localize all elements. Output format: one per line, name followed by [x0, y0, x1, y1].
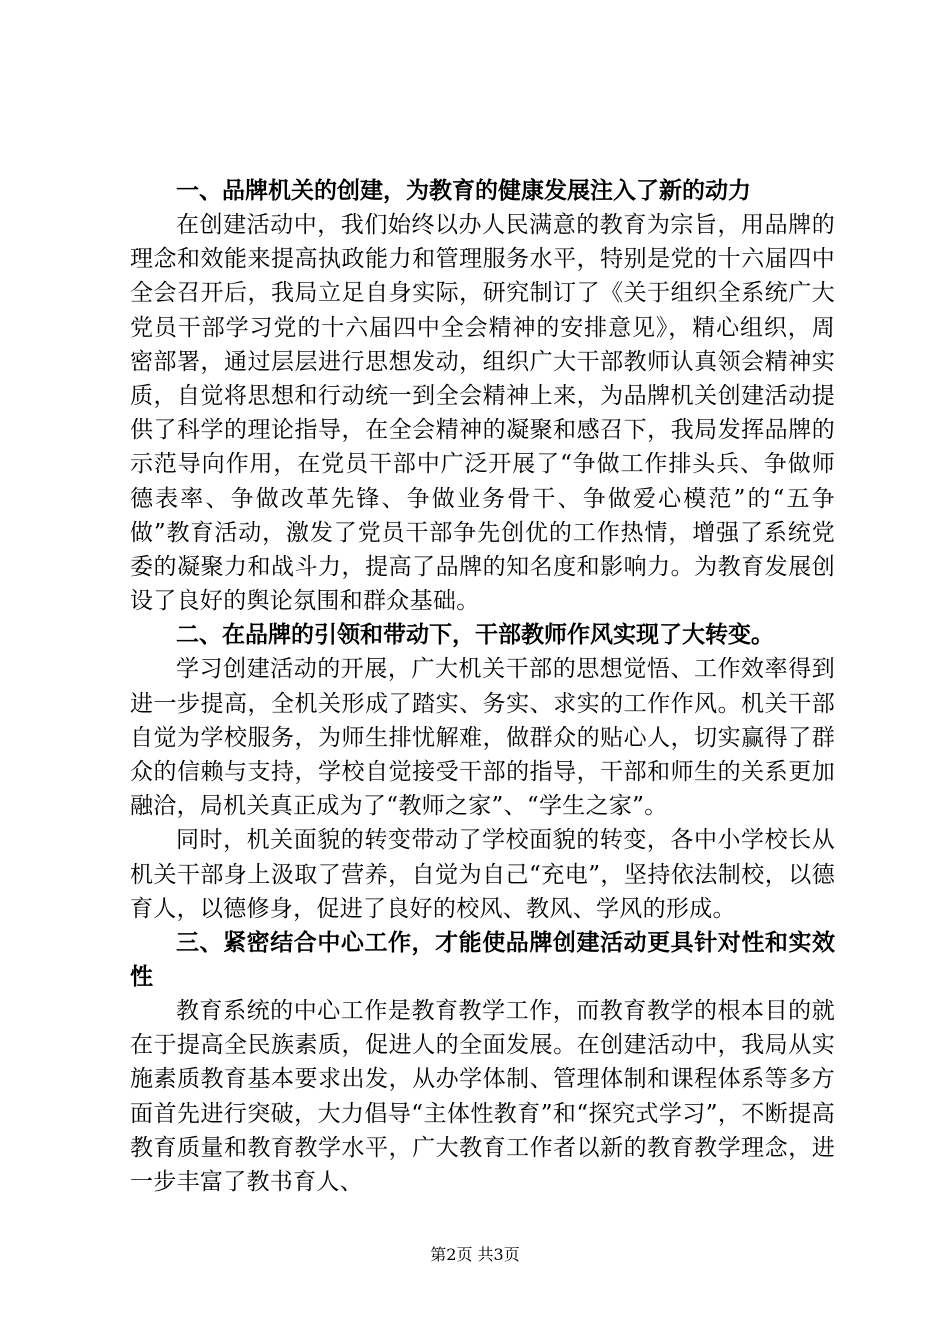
- section-heading: 一、品牌机关的创建，为教育的健康发展注入了新的动力: [176, 178, 751, 204]
- paragraph: 在创建活动中，我们始终以办人民满意的教育为宗旨，用品牌的理念和效能来提高执政能力和管理服务水平，特别是党的十六届四中全会召开后，我局立足自身实际，研究制订了《关于组织全系统广大党员干部学习党的十六届四中全会精神的安排意见》，精心组织，周密部署，通过层层进行思想发动，组织广大干部教师认真领会精神实质，自觉将思想和行动统一到全会精神上来，为品牌机关创建活动提供了科学的理论指导，在全会精神的凝聚和感召下，我局发挥品牌的示范导向作用，在党员干部中广泛开展了“争做工作排头兵、争做师德表率、争做改革先锋、争做业务骨干、争做爱心模范”的“五争做”教育活动，激发了党员干部争先创优的工作热情，增强了系统党委的凝聚力和战斗力，提高了品牌的知名度和影响力。为教育发展创设了良好的舆论氛围和群众基础。: [130, 212, 835, 615]
- paragraph: 同时，机关面貌的转变带动了学校面貌的转变，各中小学校长从机关干部身上汲取了营养，自觉为自己“充电”，坚持依法制校，以德育人，以德修身，促进了良好的校风、教风、学风的形成。: [130, 827, 835, 922]
- paragraph: 学习创建活动的开展，广大机关干部的思想觉悟、工作效率得到进一步提高，全机关形成了踏实、务实、求实的工作作风。机关干部自觉为学校服务，为师生排忧解难，做群众的贴心人，切实赢得了群众的信赖与支持，学校自觉接受干部的指导，干部和师生的关系更加融洽，局机关真正成为了“教师之家”、“学生之家”。: [130, 656, 835, 820]
- document-body: [130, 174, 835, 1199]
- section-2: [130, 618, 835, 926]
- paragraph: 教育系统的中心工作是教育教学工作，而教育教学的根本目的就在于提高全民族素质，促进人的全面发展。在创建活动中，我局从实施素质教育基本要求出发，从办学体制、管理体制和课程体系等多方面首先进行突破，大力倡导“主体性教育”和“探究式学习”，不断提高教育质量和教育教学水平，广大教育工作者以新的教育教学理念，进一步丰富了教书育人、: [130, 998, 835, 1196]
- section-heading: 三、紧密结合中心工作，才能使品牌创建活动更具针对性和实效性: [130, 930, 835, 991]
- section-1: [130, 174, 835, 618]
- section-heading: 二、在品牌的引领和带动下，干部教师作风实现了大转变。: [176, 622, 774, 649]
- page-number-footer: 第2页 共3页: [430, 1245, 520, 1264]
- section-3: [130, 926, 835, 1199]
